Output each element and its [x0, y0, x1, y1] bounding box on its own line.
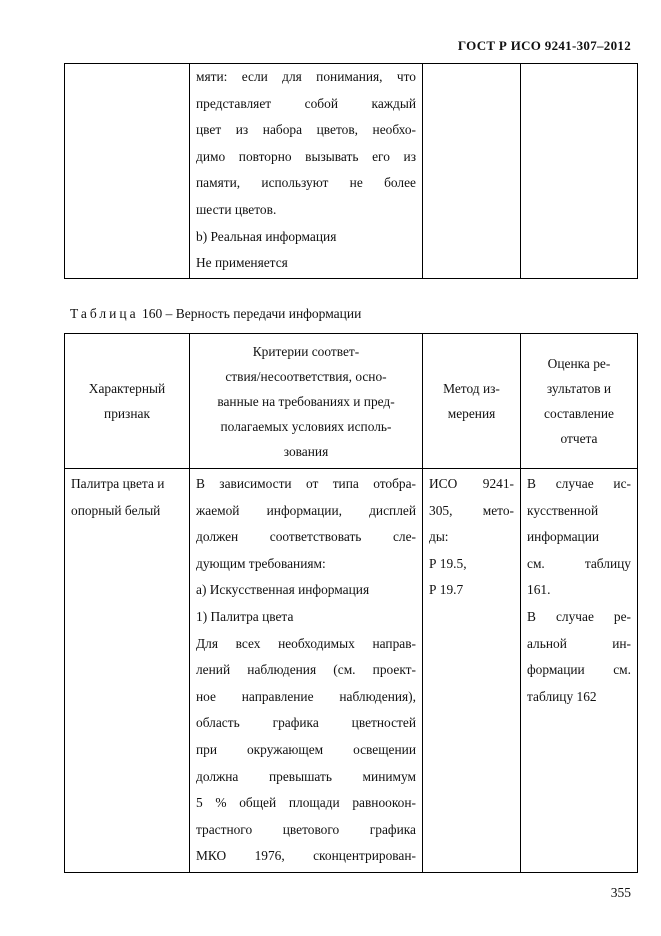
- text-line: зультатов и: [546, 381, 612, 396]
- text-line: лений наблюдения (см. проект-: [196, 662, 416, 678]
- text-line: В зависимости от типа отобра-: [196, 476, 416, 491]
- text-line: представляет собой каждый: [196, 95, 416, 111]
- text-line: ды:: [429, 529, 449, 545]
- cont-cell-feature: [65, 64, 190, 279]
- table-160: [64, 333, 638, 873]
- page-number: 355: [610, 885, 631, 900]
- text-line: димо повторно вызывать его из: [196, 148, 416, 164]
- text-line: должен соответствовать сле-: [196, 529, 416, 545]
- text-line: должна превышать минимум: [196, 768, 416, 784]
- text-line: область графика цветностей: [196, 715, 416, 731]
- text-line: ствия/несоответствия, осно-: [225, 368, 387, 384]
- text-line: формации см.: [527, 662, 631, 678]
- cont-cell-method: [423, 64, 521, 279]
- cont-cell-evaluation: [521, 64, 638, 279]
- text-line: 5 % общей площади равноокон-: [196, 795, 416, 811]
- text-line: Р 19.7: [429, 582, 464, 598]
- text-line: мяти: если для понимания, что: [196, 69, 416, 84]
- text-line: Палитра цвета и: [71, 476, 165, 491]
- text-line: 161.: [527, 582, 551, 598]
- text-line: дующим требованиям:: [196, 555, 326, 571]
- document-header: ГОСТ Р ИСО 9241-307–2012: [457, 38, 631, 53]
- header-evaluation: [521, 334, 638, 469]
- text-line: МКО 1976, сконцентрирован-: [196, 848, 416, 864]
- text-line: Оценка ре-: [547, 356, 611, 371]
- text-line: цвет из набора цветов, необхо-: [196, 122, 416, 138]
- text-line: b) Реальная информация: [196, 228, 337, 244]
- text-line: В случае ис-: [527, 476, 631, 491]
- text-line: жаемой информации, дисплей: [196, 502, 416, 518]
- cell-method: [423, 469, 521, 873]
- table-caption-rest: 160 – Верность передачи информации: [142, 306, 362, 321]
- text-line: альной ин-: [527, 635, 631, 651]
- text-line: Для всех необходимых направ-: [196, 635, 416, 651]
- text-line: см. таблицу: [527, 555, 631, 571]
- table-caption-word: Таблица: [70, 306, 139, 321]
- text-line: информации: [527, 529, 600, 545]
- cell-feature: [65, 469, 190, 873]
- text-line: отчета: [560, 431, 598, 446]
- text-line: трастного цветового графика: [196, 821, 416, 837]
- continuation-table: [64, 63, 638, 279]
- text-line: зования: [283, 443, 329, 459]
- text-line: Критерии соответ-: [252, 343, 360, 359]
- header-criteria: [190, 334, 423, 469]
- cont-cell-criteria: [190, 64, 423, 279]
- text-line: шести цветов.: [196, 201, 277, 217]
- text-line: кусственной: [527, 502, 599, 518]
- text-line: памяти, используют не более: [196, 175, 416, 191]
- text-line: опорный белый: [71, 502, 161, 518]
- text-line: при окружающем освещении: [196, 741, 416, 757]
- text-line: В случае ре-: [527, 608, 631, 624]
- text-line: полагаемых условиях исполь-: [220, 418, 392, 434]
- text-line: ванные на требованиях и пред-: [217, 393, 395, 409]
- text-line: ное направление наблюдения),: [196, 688, 416, 704]
- text-line: a) Искусственная информация: [196, 582, 370, 598]
- text-line: Метод из-: [443, 381, 500, 396]
- cell-evaluation: [521, 469, 638, 873]
- text-line: 1) Палитра цвета: [196, 608, 294, 624]
- text-line: 305, мето-: [429, 502, 514, 518]
- text-line: Характерный: [88, 381, 166, 396]
- text-line: мерения: [447, 406, 496, 421]
- header-method: [423, 334, 521, 469]
- text-line: Не применяется: [196, 255, 288, 271]
- text-line: таблицу 162: [527, 688, 597, 704]
- text-line: Р 19.5,: [429, 555, 467, 571]
- text-line: ИСО 9241-: [429, 476, 514, 491]
- text-line: составление: [544, 406, 614, 421]
- table-caption: [70, 306, 361, 322]
- cont-criteria-text: [190, 64, 422, 277]
- cell-criteria: [190, 469, 423, 873]
- text-line: признак: [104, 406, 150, 421]
- header-feature: [65, 334, 190, 469]
